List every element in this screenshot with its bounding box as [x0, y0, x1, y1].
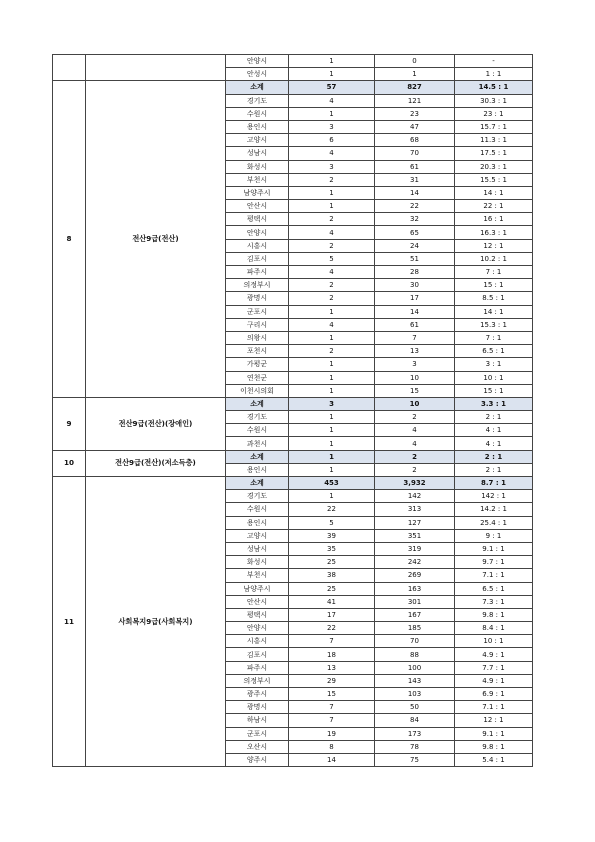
- region-cell: 시흥시: [226, 239, 289, 252]
- region-cell: 이천시의회: [226, 384, 289, 397]
- ratio-cell: 15.5 : 1: [455, 173, 533, 186]
- ratio-cell: 4 : 1: [455, 437, 533, 450]
- ratio-cell: 9.1 : 1: [455, 542, 533, 555]
- applicants-cell: 143: [375, 674, 455, 687]
- applicants-cell: 84: [375, 714, 455, 727]
- region-cell: 성남시: [226, 147, 289, 160]
- applicants-cell: 32: [375, 213, 455, 226]
- ratio-cell: 3.3 : 1: [455, 397, 533, 410]
- region-cell: 과천시: [226, 437, 289, 450]
- ratio-cell: 7.3 : 1: [455, 595, 533, 608]
- region-cell: 안산시: [226, 595, 289, 608]
- applicants-cell: 7: [375, 331, 455, 344]
- region-cell: 화성시: [226, 160, 289, 173]
- quota-cell: 1: [289, 371, 375, 384]
- applicants-cell: 167: [375, 608, 455, 621]
- applicants-cell: 319: [375, 542, 455, 555]
- ratio-cell: 20.3 : 1: [455, 160, 533, 173]
- subtotal-row: [53, 397, 533, 410]
- region-cell: 경기도: [226, 490, 289, 503]
- quota-cell: 1: [289, 424, 375, 437]
- ratio-cell: 15 : 1: [455, 279, 533, 292]
- quota-cell: 2: [289, 213, 375, 226]
- region-cell: 용인시: [226, 120, 289, 133]
- subtotal-row: [53, 450, 533, 463]
- applicants-cell: 103: [375, 688, 455, 701]
- quota-cell: 4: [289, 226, 375, 239]
- quota-cell: 7: [289, 714, 375, 727]
- region-cell: 수원시: [226, 424, 289, 437]
- ratio-cell: 3 : 1: [455, 358, 533, 371]
- applicants-cell: 142: [375, 490, 455, 503]
- region-cell: 경기도: [226, 411, 289, 424]
- ratio-cell: 7.1 : 1: [455, 701, 533, 714]
- quota-cell: 14: [289, 753, 375, 766]
- ratio-cell: 4.9 : 1: [455, 648, 533, 661]
- quota-cell: 1: [289, 490, 375, 503]
- region-cell: 소계: [226, 450, 289, 463]
- applicants-cell: 3,932: [375, 477, 455, 490]
- ratio-cell: 22 : 1: [455, 200, 533, 213]
- ratio-cell: 10.2 : 1: [455, 252, 533, 265]
- region-cell: 안양시: [226, 55, 289, 68]
- ratio-cell: 2 : 1: [455, 450, 533, 463]
- quota-cell: 7: [289, 635, 375, 648]
- job-category: 전산9급(전산): [86, 81, 226, 398]
- region-cell: 성남시: [226, 542, 289, 555]
- quota-cell: 18: [289, 648, 375, 661]
- applicants-cell: 68: [375, 134, 455, 147]
- region-cell: 안산시: [226, 200, 289, 213]
- applicants-cell: 269: [375, 569, 455, 582]
- applicants-cell: 4: [375, 437, 455, 450]
- region-cell: 안양시: [226, 226, 289, 239]
- applicants-cell: 4: [375, 424, 455, 437]
- region-cell: 연천군: [226, 371, 289, 384]
- ratio-cell: 14 : 1: [455, 305, 533, 318]
- region-cell: 의정부시: [226, 674, 289, 687]
- applicants-cell: 61: [375, 318, 455, 331]
- applicants-cell: 3: [375, 358, 455, 371]
- ratio-cell: 30.3 : 1: [455, 94, 533, 107]
- ratio-cell: 7.1 : 1: [455, 569, 533, 582]
- quota-cell: 35: [289, 542, 375, 555]
- region-cell: 남양주시: [226, 186, 289, 199]
- quota-cell: 1: [289, 384, 375, 397]
- quota-cell: 25: [289, 582, 375, 595]
- region-cell: 소계: [226, 81, 289, 94]
- quota-cell: 22: [289, 503, 375, 516]
- recruitment-table-body: [53, 55, 533, 767]
- region-cell: 군포시: [226, 727, 289, 740]
- applicants-cell: 2: [375, 411, 455, 424]
- ratio-cell: -: [455, 55, 533, 68]
- quota-cell: 1: [289, 186, 375, 199]
- quota-cell: 7: [289, 701, 375, 714]
- region-cell: 부천시: [226, 173, 289, 186]
- job-category: 사회복지9급(사회복지): [86, 477, 226, 767]
- ratio-cell: 5.4 : 1: [455, 753, 533, 766]
- ratio-cell: 12 : 1: [455, 239, 533, 252]
- recruitment-table: [52, 54, 533, 767]
- quota-cell: 5: [289, 252, 375, 265]
- ratio-cell: 14.5 : 1: [455, 81, 533, 94]
- ratio-cell: 16 : 1: [455, 213, 533, 226]
- ratio-cell: 4 : 1: [455, 424, 533, 437]
- quota-cell: 22: [289, 622, 375, 635]
- quota-cell: 3: [289, 120, 375, 133]
- region-cell: 소계: [226, 477, 289, 490]
- applicants-cell: 65: [375, 226, 455, 239]
- applicants-cell: 51: [375, 252, 455, 265]
- table-row: [53, 55, 533, 68]
- quota-cell: 38: [289, 569, 375, 582]
- ratio-cell: 15.7 : 1: [455, 120, 533, 133]
- quota-cell: 41: [289, 595, 375, 608]
- region-cell: 수원시: [226, 503, 289, 516]
- ratio-cell: 8.5 : 1: [455, 292, 533, 305]
- ratio-cell: 7 : 1: [455, 331, 533, 344]
- quota-cell: 19: [289, 727, 375, 740]
- applicants-cell: 28: [375, 266, 455, 279]
- category-cell: [86, 55, 226, 81]
- applicants-cell: 75: [375, 753, 455, 766]
- ratio-cell: 6.5 : 1: [455, 345, 533, 358]
- region-cell: 용인시: [226, 463, 289, 476]
- applicants-cell: 14: [375, 305, 455, 318]
- ratio-cell: 1 : 1: [455, 68, 533, 81]
- region-cell: 의정부시: [226, 279, 289, 292]
- ratio-cell: 7 : 1: [455, 266, 533, 279]
- region-cell: 부천시: [226, 569, 289, 582]
- region-cell: 고양시: [226, 134, 289, 147]
- region-cell: 안성시: [226, 68, 289, 81]
- quota-cell: 3: [289, 397, 375, 410]
- region-cell: 고양시: [226, 529, 289, 542]
- applicants-cell: 13: [375, 345, 455, 358]
- applicants-cell: 173: [375, 727, 455, 740]
- quota-cell: 1: [289, 107, 375, 120]
- applicants-cell: 30: [375, 279, 455, 292]
- region-cell: 포천시: [226, 345, 289, 358]
- applicants-cell: 31: [375, 173, 455, 186]
- applicants-cell: 88: [375, 648, 455, 661]
- quota-cell: 1: [289, 411, 375, 424]
- region-cell: 용인시: [226, 516, 289, 529]
- applicants-cell: 301: [375, 595, 455, 608]
- ratio-cell: 8.7 : 1: [455, 477, 533, 490]
- region-cell: 광주시: [226, 688, 289, 701]
- ratio-cell: 9.1 : 1: [455, 727, 533, 740]
- applicants-cell: 313: [375, 503, 455, 516]
- quota-cell: 1: [289, 68, 375, 81]
- applicants-cell: 2: [375, 450, 455, 463]
- ratio-cell: 15 : 1: [455, 384, 533, 397]
- applicants-cell: 70: [375, 635, 455, 648]
- job-category: 전산9급(전산)(장애인): [86, 397, 226, 450]
- applicants-cell: 24: [375, 239, 455, 252]
- quota-cell: 1: [289, 200, 375, 213]
- quota-cell: 2: [289, 292, 375, 305]
- ratio-cell: 142 : 1: [455, 490, 533, 503]
- ratio-cell: 9.8 : 1: [455, 608, 533, 621]
- ratio-cell: 11.3 : 1: [455, 134, 533, 147]
- ratio-cell: 17.5 : 1: [455, 147, 533, 160]
- region-cell: 평택시: [226, 213, 289, 226]
- applicants-cell: 121: [375, 94, 455, 107]
- subtotal-row: [53, 477, 533, 490]
- region-cell: 오산시: [226, 740, 289, 753]
- ratio-cell: 9.8 : 1: [455, 740, 533, 753]
- region-cell: 파주시: [226, 661, 289, 674]
- region-cell: 광명시: [226, 701, 289, 714]
- ratio-cell: 16.3 : 1: [455, 226, 533, 239]
- quota-cell: 2: [289, 279, 375, 292]
- quota-cell: 13: [289, 661, 375, 674]
- ratio-cell: 6.9 : 1: [455, 688, 533, 701]
- ratio-cell: 10 : 1: [455, 371, 533, 384]
- group-number: 9: [53, 397, 86, 450]
- quota-cell: 453: [289, 477, 375, 490]
- applicants-cell: 1: [375, 68, 455, 81]
- ratio-cell: 2 : 1: [455, 463, 533, 476]
- applicants-cell: 22: [375, 200, 455, 213]
- quota-cell: 17: [289, 608, 375, 621]
- applicants-cell: 242: [375, 556, 455, 569]
- applicants-cell: 2: [375, 463, 455, 476]
- ratio-cell: 15.3 : 1: [455, 318, 533, 331]
- ratio-cell: 14.2 : 1: [455, 503, 533, 516]
- quota-cell: 4: [289, 94, 375, 107]
- quota-cell: 3: [289, 160, 375, 173]
- applicants-cell: 61: [375, 160, 455, 173]
- ratio-cell: 9.7 : 1: [455, 556, 533, 569]
- region-cell: 구리시: [226, 318, 289, 331]
- applicants-cell: 47: [375, 120, 455, 133]
- region-cell: 파주시: [226, 266, 289, 279]
- applicants-cell: 351: [375, 529, 455, 542]
- quota-cell: 1: [289, 55, 375, 68]
- region-cell: 가평군: [226, 358, 289, 371]
- region-cell: 경기도: [226, 94, 289, 107]
- region-cell: 수원시: [226, 107, 289, 120]
- applicants-cell: 100: [375, 661, 455, 674]
- quota-cell: 1: [289, 450, 375, 463]
- number-cell: [53, 55, 86, 81]
- quota-cell: 2: [289, 239, 375, 252]
- region-cell: 양주시: [226, 753, 289, 766]
- quota-cell: 1: [289, 331, 375, 344]
- quota-cell: 8: [289, 740, 375, 753]
- applicants-cell: 827: [375, 81, 455, 94]
- region-cell: 의왕시: [226, 331, 289, 344]
- quota-cell: 1: [289, 305, 375, 318]
- quota-cell: 57: [289, 81, 375, 94]
- region-cell: 안양시: [226, 622, 289, 635]
- applicants-cell: 185: [375, 622, 455, 635]
- applicants-cell: 127: [375, 516, 455, 529]
- applicants-cell: 15: [375, 384, 455, 397]
- ratio-cell: 25.4 : 1: [455, 516, 533, 529]
- applicants-cell: 10: [375, 371, 455, 384]
- ratio-cell: 9 : 1: [455, 529, 533, 542]
- quota-cell: 1: [289, 437, 375, 450]
- quota-cell: 2: [289, 345, 375, 358]
- region-cell: 화성시: [226, 556, 289, 569]
- quota-cell: 29: [289, 674, 375, 687]
- applicants-cell: 17: [375, 292, 455, 305]
- quota-cell: 4: [289, 147, 375, 160]
- quota-cell: 6: [289, 134, 375, 147]
- region-cell: 남양주시: [226, 582, 289, 595]
- applicants-cell: 14: [375, 186, 455, 199]
- region-cell: 소계: [226, 397, 289, 410]
- ratio-cell: 10 : 1: [455, 635, 533, 648]
- job-category: 전산9급(전산)(저소득층): [86, 450, 226, 476]
- region-cell: 광명시: [226, 292, 289, 305]
- applicants-cell: 163: [375, 582, 455, 595]
- quota-cell: 15: [289, 688, 375, 701]
- quota-cell: 4: [289, 318, 375, 331]
- group-number: 11: [53, 477, 86, 767]
- applicants-cell: 50: [375, 701, 455, 714]
- region-cell: 시흥시: [226, 635, 289, 648]
- group-number: 8: [53, 81, 86, 398]
- applicants-cell: 70: [375, 147, 455, 160]
- quota-cell: 2: [289, 173, 375, 186]
- ratio-cell: 4.9 : 1: [455, 674, 533, 687]
- region-cell: 군포시: [226, 305, 289, 318]
- region-cell: 평택시: [226, 608, 289, 621]
- subtotal-row: [53, 81, 533, 94]
- applicants-cell: 0: [375, 55, 455, 68]
- quota-cell: 25: [289, 556, 375, 569]
- quota-cell: 1: [289, 463, 375, 476]
- group-number: 10: [53, 450, 86, 476]
- region-cell: 김포시: [226, 252, 289, 265]
- ratio-cell: 23 : 1: [455, 107, 533, 120]
- quota-cell: 1: [289, 358, 375, 371]
- quota-cell: 5: [289, 516, 375, 529]
- ratio-cell: 2 : 1: [455, 411, 533, 424]
- quota-cell: 39: [289, 529, 375, 542]
- applicants-cell: 78: [375, 740, 455, 753]
- applicants-cell: 10: [375, 397, 455, 410]
- applicants-cell: 23: [375, 107, 455, 120]
- ratio-cell: 14 : 1: [455, 186, 533, 199]
- quota-cell: 4: [289, 266, 375, 279]
- ratio-cell: 12 : 1: [455, 714, 533, 727]
- region-cell: 김포시: [226, 648, 289, 661]
- ratio-cell: 8.4 : 1: [455, 622, 533, 635]
- region-cell: 하남시: [226, 714, 289, 727]
- ratio-cell: 7.7 : 1: [455, 661, 533, 674]
- ratio-cell: 6.5 : 1: [455, 582, 533, 595]
